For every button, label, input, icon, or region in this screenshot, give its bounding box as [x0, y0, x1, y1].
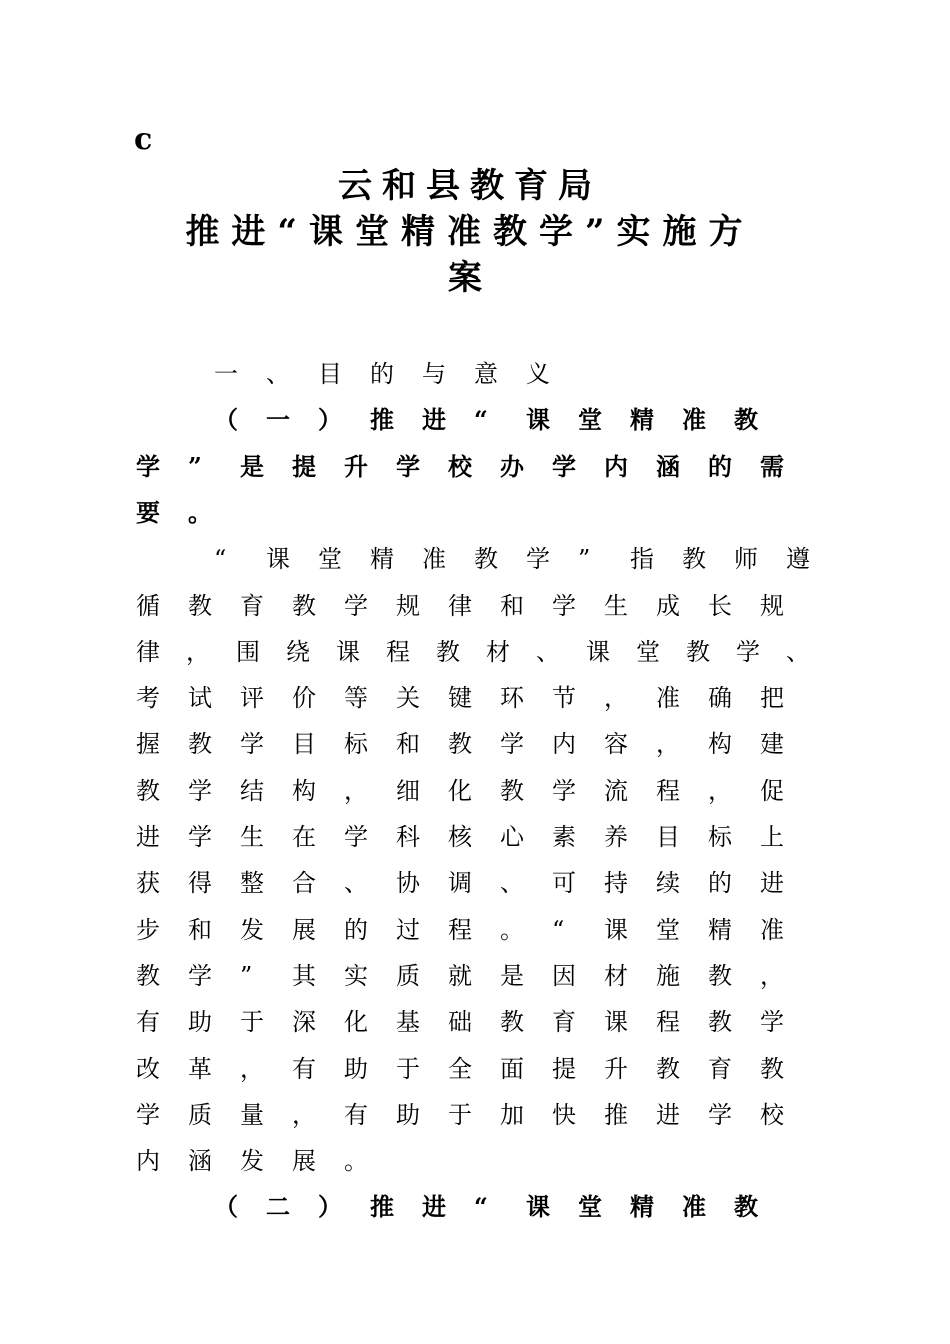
- body-line: 考 试 评 价 等 关 键 环 节 ， 准 确 把: [136, 684, 784, 712]
- body-line: 握 教 学 目 标 和 教 学 内 容 ， 构 建: [136, 730, 784, 758]
- body-line: 改 革 ， 有 助 于 全 面 提 升 教 育 教: [136, 1055, 784, 1083]
- body-line: 进 学 生 在 学 科 核 心 素 养 目 标 上: [136, 823, 784, 851]
- body-line: 获 得 整 合 、 协 调 、 可 持 续 的 进: [136, 869, 784, 897]
- body-line: “ 课 堂 精 准 教 学 ” 指 教 师 遵: [214, 545, 810, 573]
- title-line-3: 案: [448, 258, 492, 298]
- body-line: 内 涵 发 展 。: [136, 1147, 368, 1175]
- title-line-1: 云和县教育局: [338, 166, 602, 206]
- body-line: 律 ， 围 绕 课 程 教 材 、 课 堂 教 学 、: [136, 638, 810, 666]
- body-line: 要 。: [136, 498, 212, 527]
- page-mark: c: [134, 122, 153, 157]
- body-line: 一 、 目 的 与 意 义: [214, 360, 550, 388]
- body-line: 教 学 结 构 ， 细 化 教 学 流 程 ， 促: [136, 777, 784, 805]
- body-line: 学 ” 是 提 升 学 校 办 学 内 涵 的 需: [136, 452, 784, 481]
- body-line: 步 和 发 展 的 过 程 。 “ 课 堂 精 准: [136, 916, 784, 944]
- body-line: 循 教 育 教 学 规 律 和 学 生 成 长 规: [136, 592, 784, 620]
- body-line: 教 学 ” 其 实 质 就 是 因 材 施 教 ，: [136, 962, 784, 990]
- title-line-2: 推进“课堂精准教学”实施方: [185, 212, 755, 252]
- body-line: （ 一 ） 推 进 “ 课 堂 精 准 教: [214, 405, 758, 434]
- body-line: （ 二 ） 推 进 “ 课 堂 精 准 教: [214, 1192, 758, 1221]
- body-line: 学 质 量 ， 有 助 于 加 快 推 进 学 校: [136, 1101, 784, 1129]
- body-line: 有 助 于 深 化 基 础 教 育 课 程 教 学: [136, 1008, 784, 1036]
